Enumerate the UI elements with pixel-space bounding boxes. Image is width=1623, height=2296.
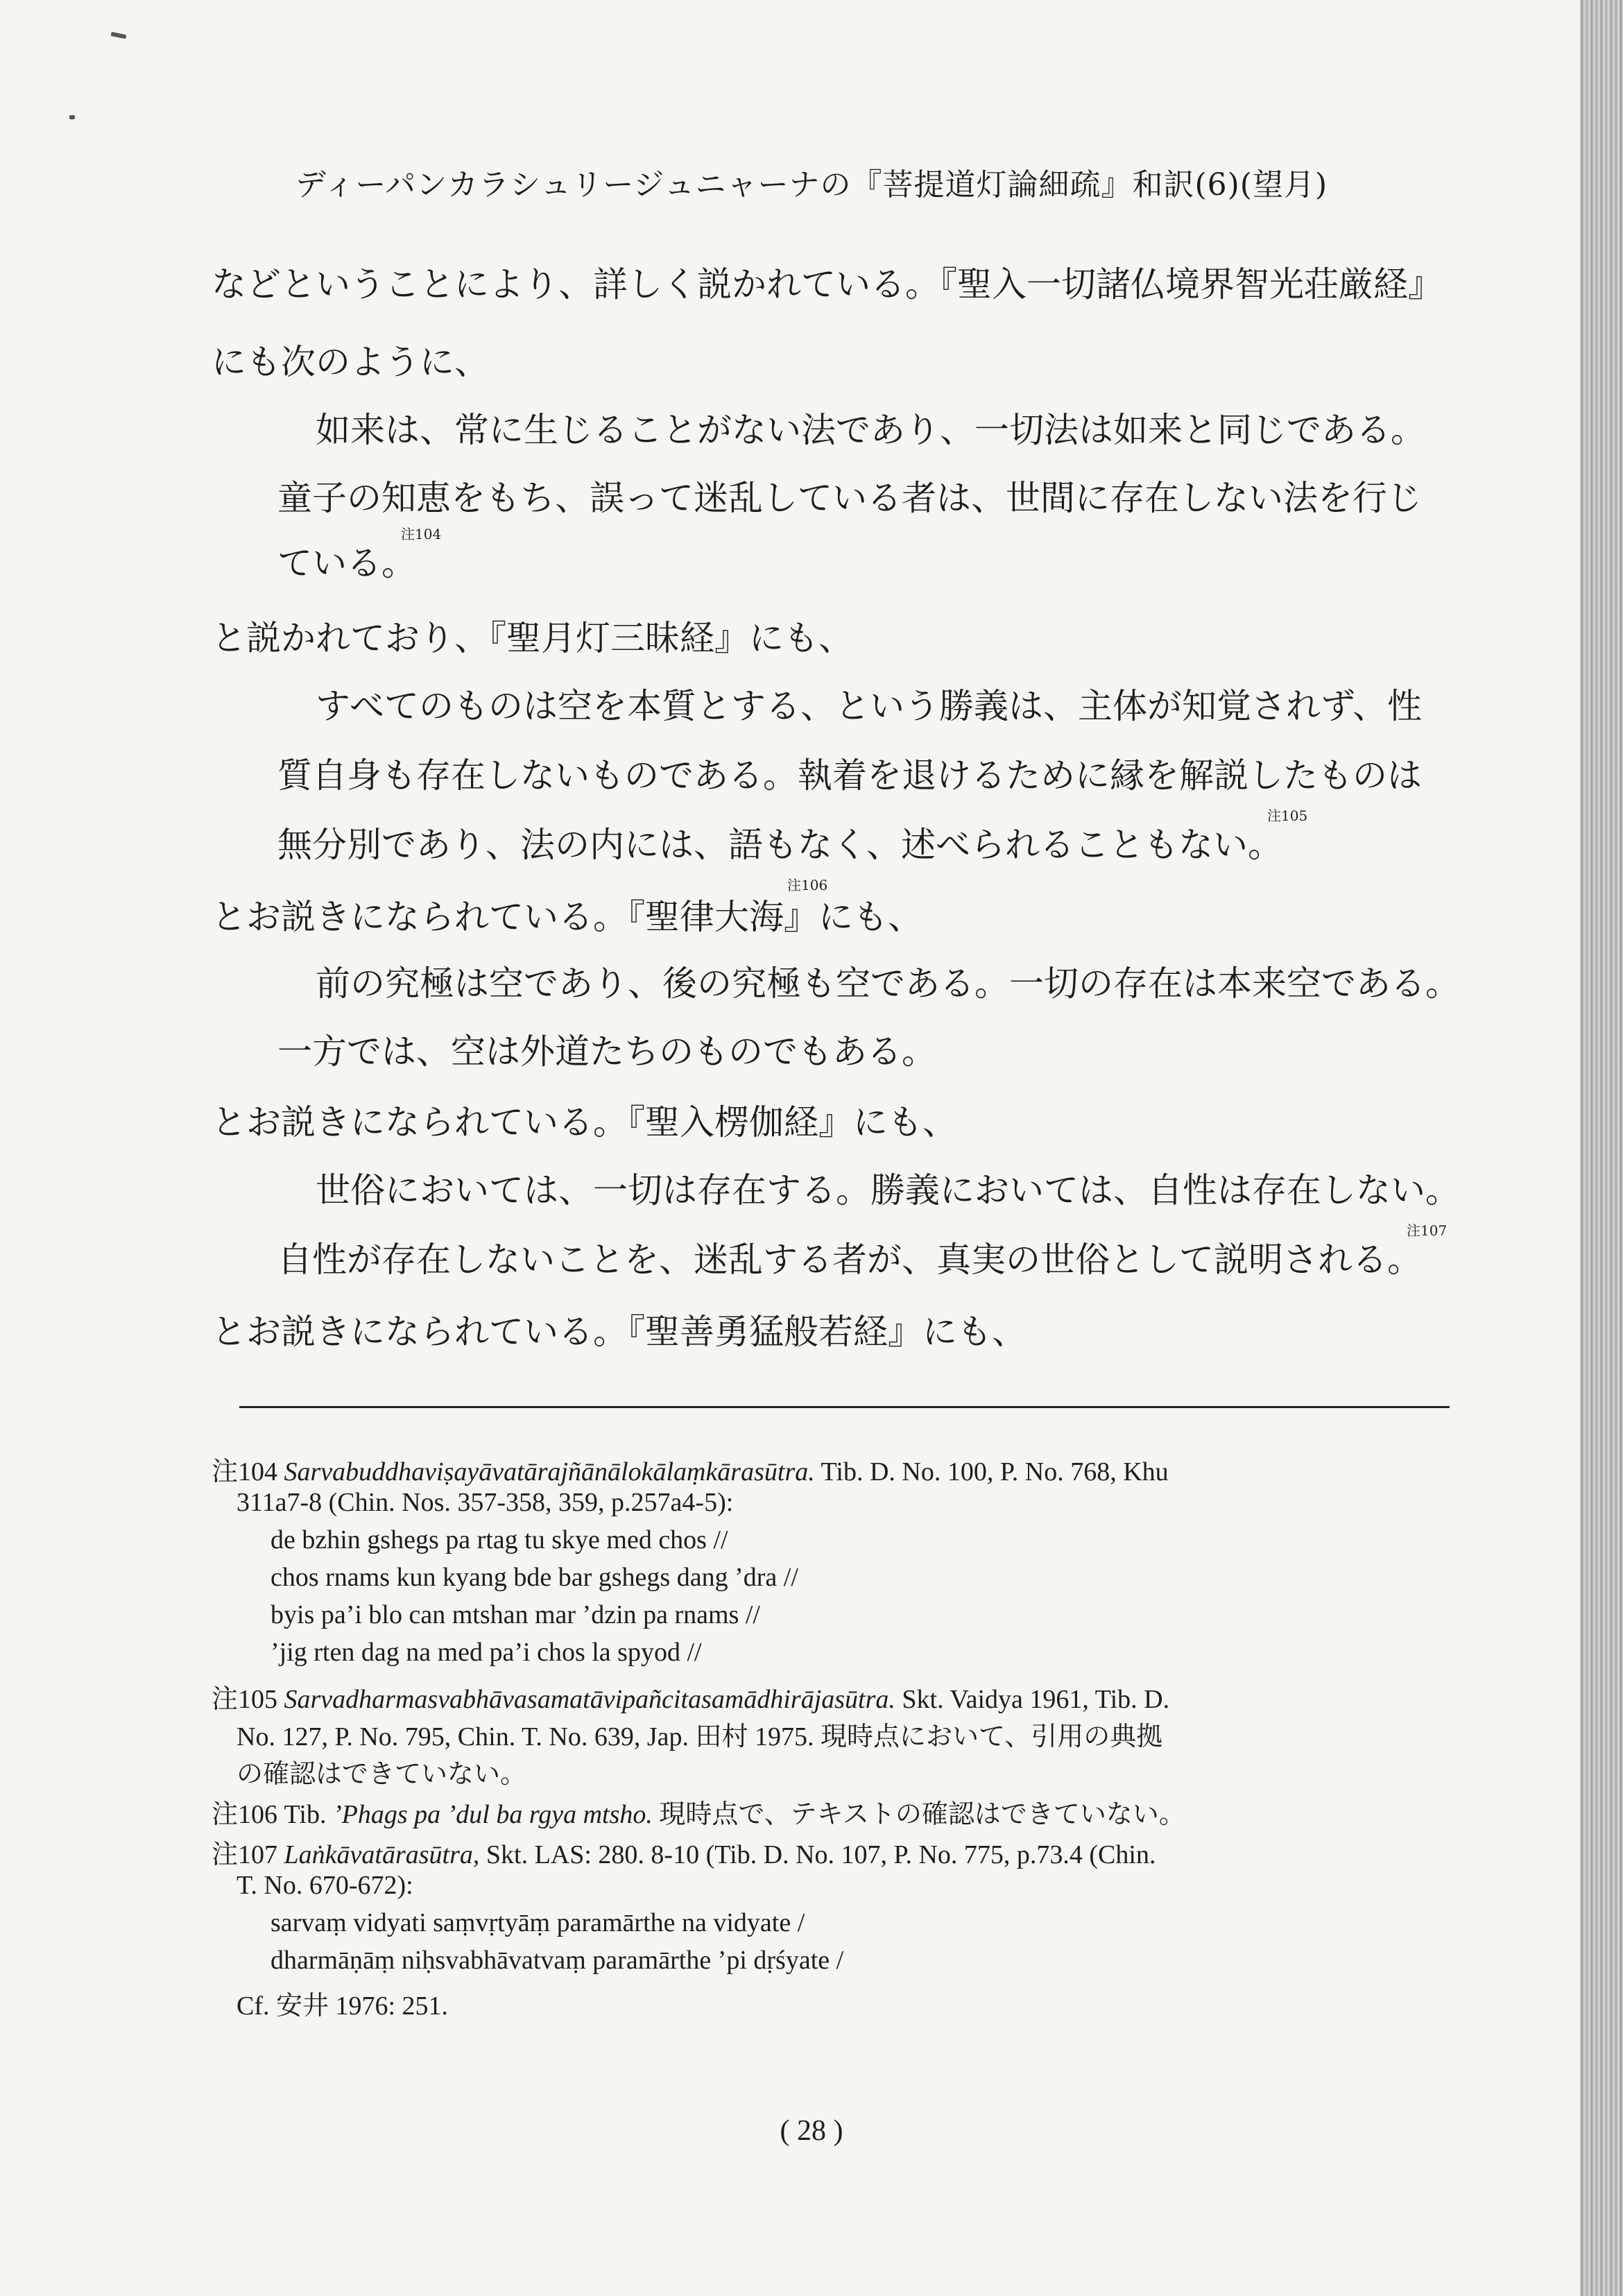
footnote-title: Sarvabuddhaviṣayāvatārajñānālokālaṃkārasūtra. (284, 1457, 815, 1487)
body-line: とお説きになられている。『聖入楞伽経』にも、 (212, 1102, 957, 1142)
footnote-105 (212, 1677, 1169, 1715)
quote-text: ている。 (277, 543, 416, 583)
body-line: などということにより、詳しく説かれている。『聖入一切諸仏境界智光荘厳経』 (212, 264, 1443, 305)
quote-text: 無分別であり、法の内には、語もなく、述べられることもない。 (277, 825, 1282, 865)
footnote-ref[interactable]: 注107 (1407, 1222, 1448, 1240)
footnote-title: ’Phags pa ’dul ba rgya mtsho. (332, 1800, 653, 1829)
scan-edge (1580, 0, 1623, 2296)
body-line: にも次のように、 (212, 342, 489, 382)
quote-line: 一方では、空は外道たちのものでもある。 (277, 1031, 936, 1072)
footnote-text: Tib. D. No. 100, P. No. 768, Khu (814, 1457, 1169, 1487)
quote-text: 自性が存在しないことを、迷乱する者が、真実の世俗として説明される。 (277, 1240, 1422, 1280)
quote-line (277, 1222, 1448, 1282)
footnote-title: Sarvadharmasvabhāvasamatāvipañcitasamādhirājasūtra. (284, 1685, 895, 1714)
verse-line: sarvaṃ vidyati saṃvṛtyāṃ paramārthe na vidyate / (270, 1908, 805, 1937)
body-line (212, 877, 922, 939)
footnote-text: の確認はできていない。 (237, 1760, 527, 1789)
quote-line: 前の究極は空であり、後の究極も空である。一切の存在は本来空である。 (316, 963, 1460, 1004)
footnote-text: 311a7-8 (Chin. Nos. 357-358, 359, p.257a4-5): (237, 1488, 734, 1517)
footnote-106 (212, 1792, 1185, 1831)
body-text-with-note: とお説きになられている。『聖律大海』にも、 (212, 897, 922, 937)
quote-line: 質自身も存在しないものである。執着を退けるために縁を解説したものは (277, 755, 1422, 796)
quote-line: 世俗においては、一切は存在する。勝義においては、自性は存在しない。 (316, 1170, 1460, 1210)
footnote-label: 注104 (212, 1457, 278, 1487)
quote-line: すべてのものは空を本質とする、という勝義は、主体が知覚されず、性 (316, 686, 1422, 726)
verse-line: ’jig rten dag na med pa’i chos la spyod // (270, 1638, 702, 1667)
quote-line: 如来は、常に生じることがない法であり、一切法は如来と同じである。 (316, 410, 1425, 450)
footnote-title: Laṅkāvatārasūtra, (284, 1840, 480, 1869)
verse-line: dharmāṇāṃ niḥsvabhāvatvaṃ paramārthe ’pi dṛśyate / (270, 1946, 844, 1975)
footnote-label: 注105 (212, 1685, 278, 1714)
body-line: とお説きになられている。『聖善勇猛般若経』にも、 (212, 1312, 1027, 1352)
footnote-text: Cf. 安井 1976: 251. (237, 1991, 449, 2021)
verse-line: chos rnams kun kyang bde bar gshegs dang ’dra // (270, 1563, 798, 1592)
footnote-text: Skt. LAS: 280. 8-10 (Tib. D. No. 107, P. No. 775, p.73.4 (Chin. (479, 1840, 1156, 1869)
footnote-label: 注106 (212, 1800, 278, 1829)
footnote-label: 注107 (212, 1840, 278, 1869)
quote-line (277, 526, 442, 585)
footnote-text: 現時点で、テキストの確認はできていない。 (652, 1800, 1185, 1829)
footnote-ref[interactable]: 注104 (401, 526, 442, 543)
verse-line: de bzhin gshegs pa rtag tu skye med chos // (270, 1525, 728, 1554)
quote-line: 童子の知恵をもち、誤って迷乱している者は、世間に存在しない法を行じ (277, 478, 1422, 518)
running-title: ディーパンカラシュリージュニャーナの『菩提道灯論細疏』和訳(6)(望月) (295, 167, 1328, 203)
footnote-text: Tib. (284, 1800, 333, 1829)
footnote-ref[interactable]: 注106 (787, 877, 828, 893)
footnote-text: No. 127, P. No. 795, Chin. T. No. 639, Jap. 田村 1975. 現時点において、引用の典拠 (237, 1722, 1163, 1751)
footnote-text: Skt. Vaidya 1961, Tib. D. (895, 1685, 1170, 1714)
footnote-107 (212, 1833, 1156, 1871)
body-line: と説かれており、『聖月灯三昧経』にも、 (212, 618, 853, 658)
verse-line: byis pa’i blo can mtshan mar ’dzin pa rnams // (270, 1600, 760, 1629)
footnote-104 (212, 1450, 1169, 1488)
footnote-rule (239, 1406, 1450, 1408)
footnote-text: T. No. 670-672): (237, 1871, 413, 1900)
scan-speck (69, 115, 75, 119)
scan-speck (111, 32, 127, 39)
footnote-ref[interactable]: 注105 (1267, 807, 1308, 825)
page-number: ( 28 ) (780, 2115, 843, 2147)
quote-line (277, 807, 1308, 867)
